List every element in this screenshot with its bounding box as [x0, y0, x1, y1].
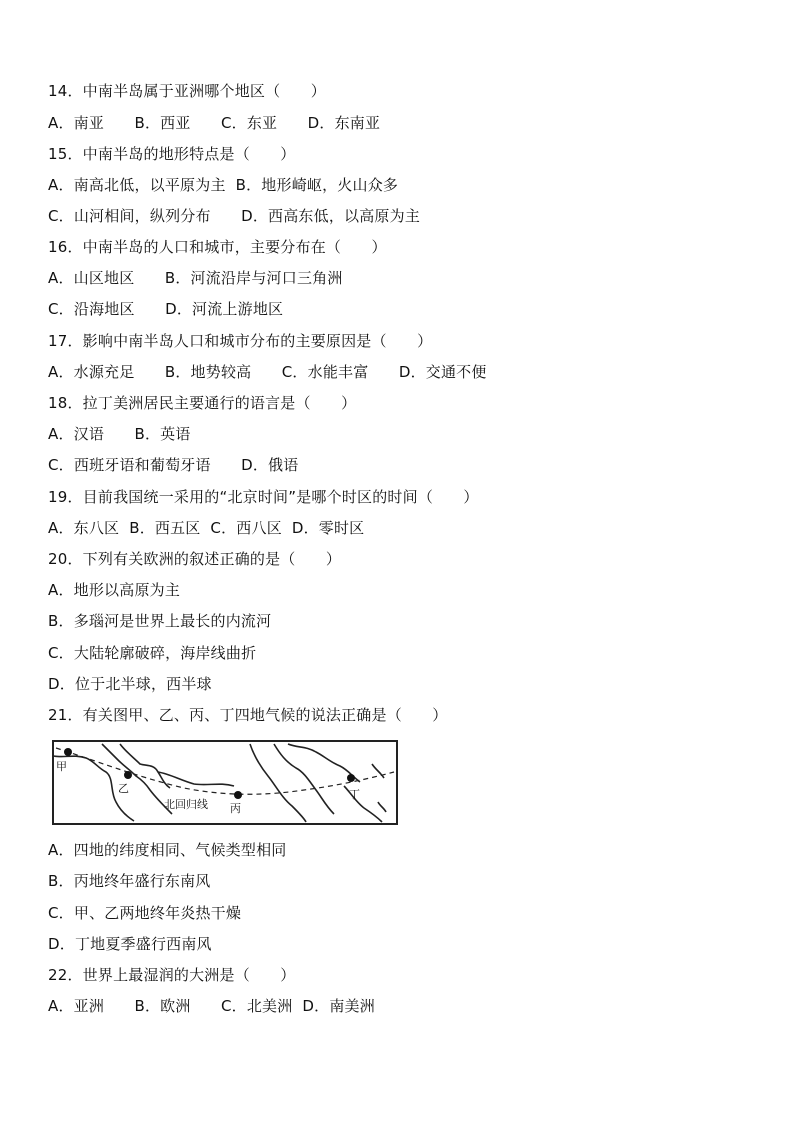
q18-options-cd: C．西班牙语和葡萄牙语 D．俄语: [48, 456, 299, 474]
q16-stem: 16．中南半岛的人口和城市，主要分布在（ ）: [48, 238, 387, 256]
label-ding: 丁: [349, 788, 360, 801]
q20-option-a: A．地形以高原为主: [48, 581, 181, 599]
q21-option-d: D．丁地夏季盛行西南风: [48, 935, 212, 953]
climate-map-figure: [52, 740, 398, 825]
q20-option-c: C．大陆轮廓破碎，海岸线曲折: [48, 644, 257, 662]
q16-options-cd: C．沿海地区 D．河流上游地区: [48, 300, 284, 318]
label-yi: 乙: [118, 782, 129, 795]
point-yi: [124, 771, 132, 779]
label-bing: 丙: [230, 802, 241, 815]
q21-option-c: C．甲、乙两地终年炎热干燥: [48, 904, 242, 922]
q14-options: A．南亚 B．西亚 C．东亚 D．东南亚: [48, 114, 381, 132]
coastlines: [54, 744, 386, 822]
tropic-of-cancer-line: [56, 748, 394, 794]
q19-options: A．东八区 B．西五区 C．西八区 D．零时区: [48, 519, 365, 537]
q21-stem: 21．有关图甲、乙、丙、丁四地气候的说法正确是（ ）: [48, 706, 448, 724]
climate-map: [54, 742, 396, 823]
q18-stem: 18．拉丁美洲居民主要通行的语言是（ ）: [48, 394, 357, 412]
point-bing: [234, 791, 242, 799]
q15-stem: 15．中南半岛的地形特点是（ ）: [48, 145, 296, 163]
q21-option-a: A．四地的纬度相同、气候类型相同: [48, 841, 287, 859]
q20-option-b: B．多瑙河是世界上最长的内流河: [48, 612, 272, 630]
q20-stem: 20．下列有关欧洲的叙述正确的是（ ）: [48, 550, 342, 568]
label-tropic: 北回归线: [164, 798, 208, 811]
label-jia: 甲: [56, 760, 67, 773]
point-jia: [64, 748, 72, 756]
q15-options-cd: C．山河相间，纵列分布 D．西高东低，以高原为主: [48, 207, 421, 225]
point-ding: [347, 774, 355, 782]
q16-options-ab: A．山区地区 B．河流沿岸与河口三角洲: [48, 269, 343, 287]
q15-options-ab: A．南高北低，以平原为主 B．地形崎岖，火山众多: [48, 176, 399, 194]
q18-options-ab: A．汉语 B．英语: [48, 425, 191, 443]
q17-stem: 17．影响中南半岛人口和城市分布的主要原因是（ ）: [48, 332, 433, 350]
q22-options: A．亚洲 B．欧洲 C．北美洲 D．南美洲: [48, 997, 375, 1015]
q14-stem: 14．中南半岛属于亚洲哪个地区（ ）: [48, 82, 326, 100]
q22-stem: 22．世界上最湿润的大洲是（ ）: [48, 966, 296, 984]
q21-option-b: B．丙地终年盛行东南风: [48, 872, 211, 890]
q20-option-d: D．位于北半球，西半球: [48, 675, 212, 693]
q19-stem: 19．目前我国统一采用的“北京时间”是哪个时区的时间（ ）: [48, 488, 479, 506]
q17-options: A．水源充足 B．地势较高 C．水能丰富 D．交通不便: [48, 363, 487, 381]
